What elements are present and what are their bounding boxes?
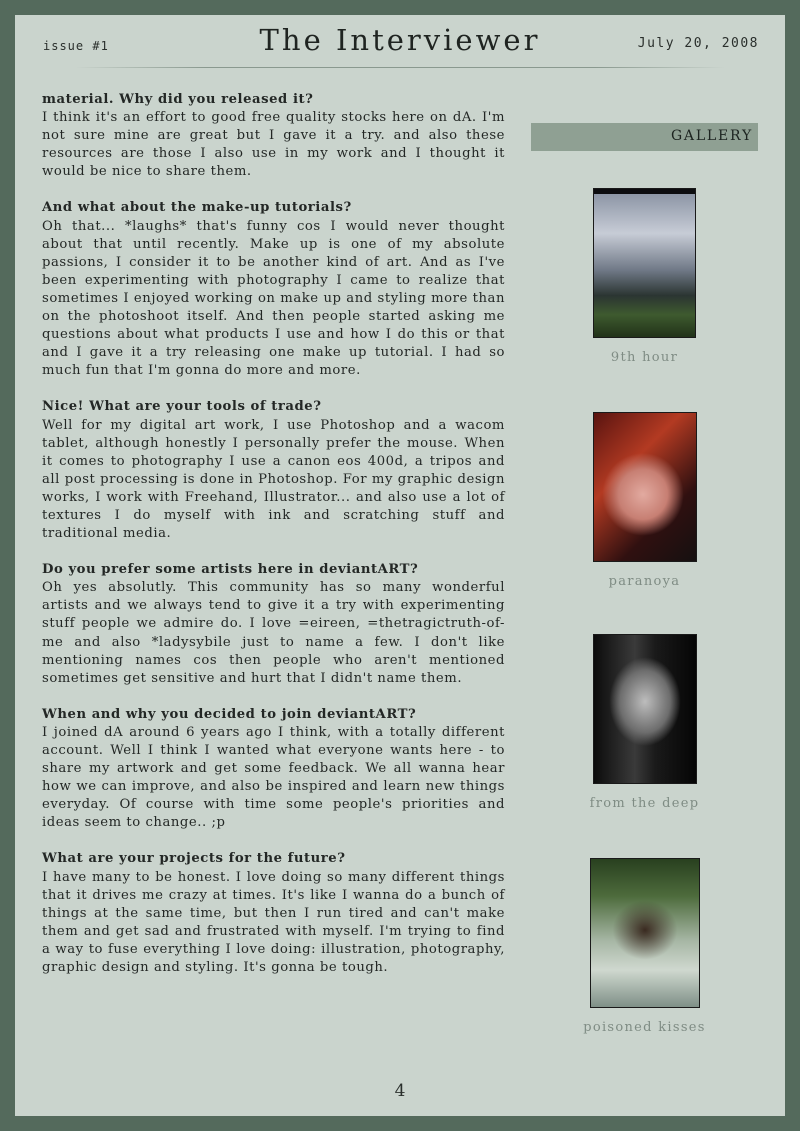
interview-answer: Oh that... *laughs* that's funny cos I would never thought about that until recently. Make up is one of my absolute passions, I consider it to be another kind of art. And as I've been experimenting with photography I came to realize that sometimes I enjoyed working on make up and styling more than on the photoshoot itself. And then people started asking me questions about what products I use and how I do this or that and I gave it a try releasing one make up tutorial. I had so much fun that I'm gonna do more and more. (42, 218, 505, 379)
interview-question: material. Why did you released it? (42, 92, 314, 107)
interview-answer: I have many to be honest. I love doing so many different things that it drives me crazy at times. It's like I wanna do a bunch of things at the same time, but then I run tired and can't make them and get sad and frustrated with myself. I'm trying to find a way to fuse everything I love doing: illustration, photography, graphic design and styling. It's gonna be tough. (42, 869, 505, 976)
issue-number: issue #1 (43, 39, 109, 53)
qa-block (42, 706, 505, 833)
qa-block (42, 91, 505, 181)
page-number: 4 (394, 1081, 406, 1101)
gallery-item[interactable] (531, 412, 758, 589)
interview-question: What are your projects for the future? (42, 851, 346, 867)
magazine-page (15, 15, 785, 1116)
gallery-caption: poisoned kisses (583, 1020, 706, 1035)
issue-date: July 20, 2008 (637, 36, 759, 51)
gallery-thumbnail[interactable] (590, 858, 700, 1008)
magazine-title: The Interviewer (259, 23, 541, 57)
gallery-caption: 9th hour (610, 350, 679, 365)
gallery-caption: paranoya (608, 574, 681, 589)
interview-answer: Well for my digital art work, I use Photoshop and a wacom tablet, although honestly I personally prefer the mouse. When it comes to photography I use a canon eos 400d, a tripos and all post processing is done in Photoshop. For my graphic design works, I work with Freehand, Illustrator... and also use a lot of textures I do myself with ink and scratching stuff and traditional media. (42, 417, 505, 542)
gallery-item[interactable] (531, 188, 758, 365)
interview-question: And what about the make-up tutorials? (42, 200, 352, 216)
gallery-thumbnail[interactable] (593, 188, 696, 338)
qa-block (42, 398, 505, 543)
gallery-caption: from the deep (589, 796, 700, 811)
gallery-item[interactable] (531, 858, 758, 1035)
header-divider (75, 67, 725, 68)
qa-block (42, 199, 505, 380)
gallery-thumbnail[interactable] (593, 634, 697, 784)
interview-answer: I think it's an effort to good free quality stocks here on dA. I'm not sure mine are great but I gave it a try. and also these resources are those I also use in my work and I thought it would be nice to share them. (42, 110, 505, 180)
interview-question: Do you prefer some artists here in deviantART? (42, 562, 419, 578)
gallery-item[interactable] (531, 634, 758, 811)
interview-answer: I joined dA around 6 years ago I think, with a totally different account. Well I think I wanted what everyone wants here - to share my artwork and get some feedback. We all wanna hear how we can improve, and also be inspired and learn new things everyday. Of course with time some people's priorities and ideas seem to change.. ;p (42, 724, 505, 831)
qa-block (42, 561, 505, 688)
gallery-header (531, 123, 758, 151)
interview-article (42, 91, 505, 995)
gallery-thumbnail[interactable] (593, 412, 697, 562)
qa-block (42, 850, 505, 977)
interview-answer: Oh yes absolutly. This community has so many wonderful artists and we always tend to give it a try with experimenting stuff people we admire do. I love =eireen, =thetragictruth-of-me and also *ladysybile just to name a few. I don't like mentioning names cos then people who aren't mentioned sometimes get sensitive and hurt that I didn't name them. (42, 580, 505, 686)
interview-question: When and why you decided to join deviantART? (42, 706, 417, 722)
gallery-label: GALLERY (670, 128, 753, 144)
interview-question: Nice! What are your tools of trade? (42, 399, 322, 415)
